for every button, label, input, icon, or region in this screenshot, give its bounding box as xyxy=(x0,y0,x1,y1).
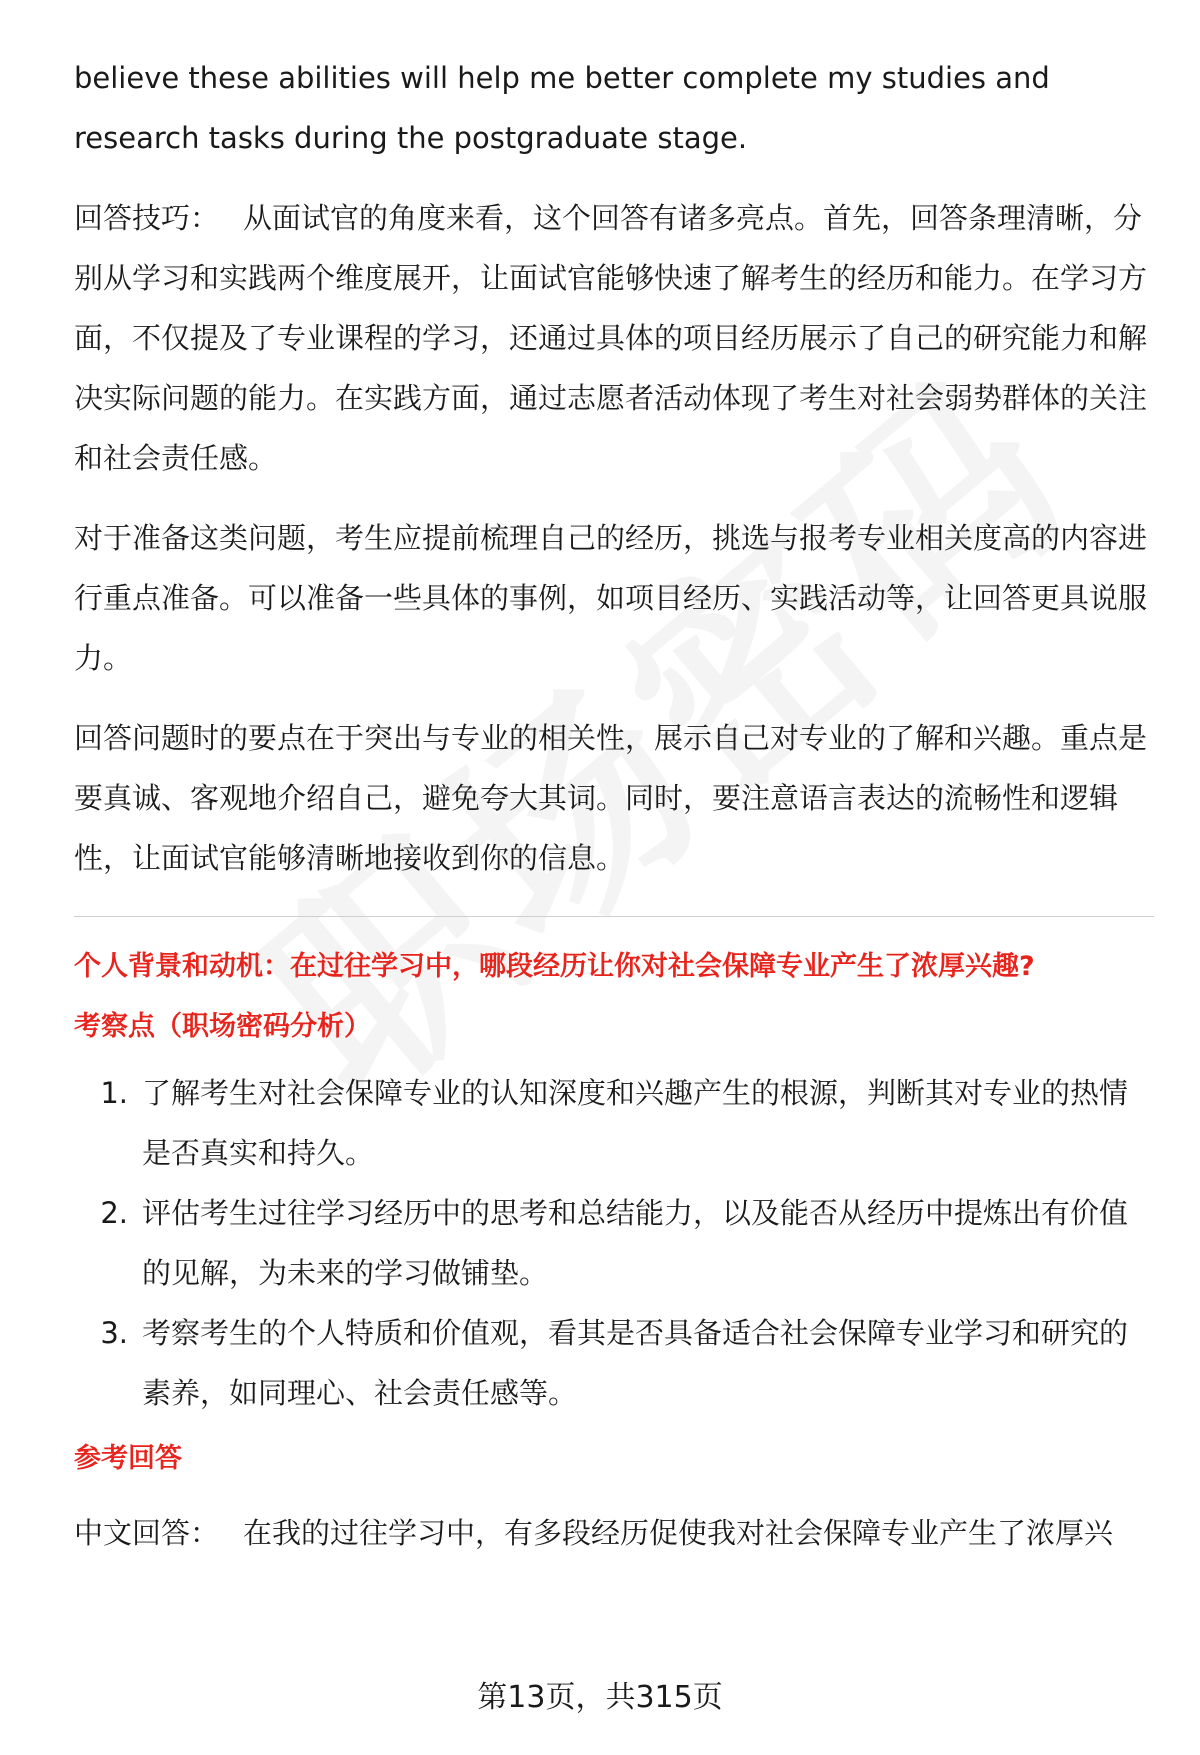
list-item-number: 2. xyxy=(100,1196,128,1230)
intro-continued: believe these abilities will help me better complete my studies and research tasks during the postgraduate stage. xyxy=(74,61,1050,155)
section-divider xyxy=(74,916,1154,917)
chinese-answer-paragraph xyxy=(74,1503,1154,1563)
list-item-text: 考察考生的个人特质和价值观，看其是否具备适合社会保障专业学习和研究的素养，如同理心、社会责任感等。 xyxy=(142,1316,1129,1410)
exam-points-list xyxy=(74,1063,1154,1423)
chinese-answer-text: 在我的过往学习中，有多段经历促使我对社会保障专业产生了浓厚兴 xyxy=(243,1516,1114,1550)
list-item-text: 评估考生过往学习经历中的思考和总结能力，以及能否从经历中提炼出有价值的见解，为未来的学习做铺垫。 xyxy=(142,1196,1129,1290)
page-footer: 第13页，共315页 xyxy=(477,1680,723,1715)
list-item xyxy=(74,1183,1154,1303)
list-item-text: 了解考生对社会保障专业的认知深度和兴趣产生的根源，判断其对专业的热情是否真实和持久。 xyxy=(142,1076,1129,1170)
list-item-number: 3. xyxy=(100,1316,128,1350)
tips-paragraph xyxy=(74,188,1154,488)
question-heading: 个人背景和动机：在过往学习中，哪段经历让你对社会保障专业产生了浓厚兴趣? xyxy=(74,951,1035,982)
reference-heading: 参考回答 xyxy=(74,1443,182,1474)
tips-text: 从面试官的角度来看，这个回答有诸多亮点。首先，回答条理清晰，分别从学习和实践两个维度展开，让面试官能够快速了解考生的经历和能力。在学习方面，不仅提及了专业课程的学习，还通过具体的项目经历展示了自己的研究能力和解决实际问题的能力。在实践方面，通过志愿者活动体现了考生对社会弱势群体的关注和社会责任感。 xyxy=(74,201,1148,475)
list-item-number: 1. xyxy=(100,1076,128,1110)
exam-points-heading: 考察点（职场密码分析） xyxy=(74,1011,371,1042)
chinese-answer-label: 中文回答： xyxy=(74,1516,220,1550)
document-body xyxy=(74,48,1154,1563)
key-points-paragraph: 回答问题时的要点在于突出与专业的相关性，展示自己对专业的了解和兴趣。重点是要真诚、客观地介绍自己，避免夸大其词。同时，要注意语言表达的流畅性和逻辑性，让面试官能够清晰地接收到你的信息。 xyxy=(74,721,1148,875)
tips-label: 回答技巧： xyxy=(74,201,220,235)
list-item xyxy=(74,1063,1154,1183)
list-item xyxy=(74,1303,1154,1423)
prep-paragraph: 对于准备这类问题，考生应提前梳理自己的经历，挑选与报考专业相关度高的内容进行重点准备。可以准备一些具体的事例，如项目经历、实践活动等，让回答更具说服力。 xyxy=(74,521,1148,675)
